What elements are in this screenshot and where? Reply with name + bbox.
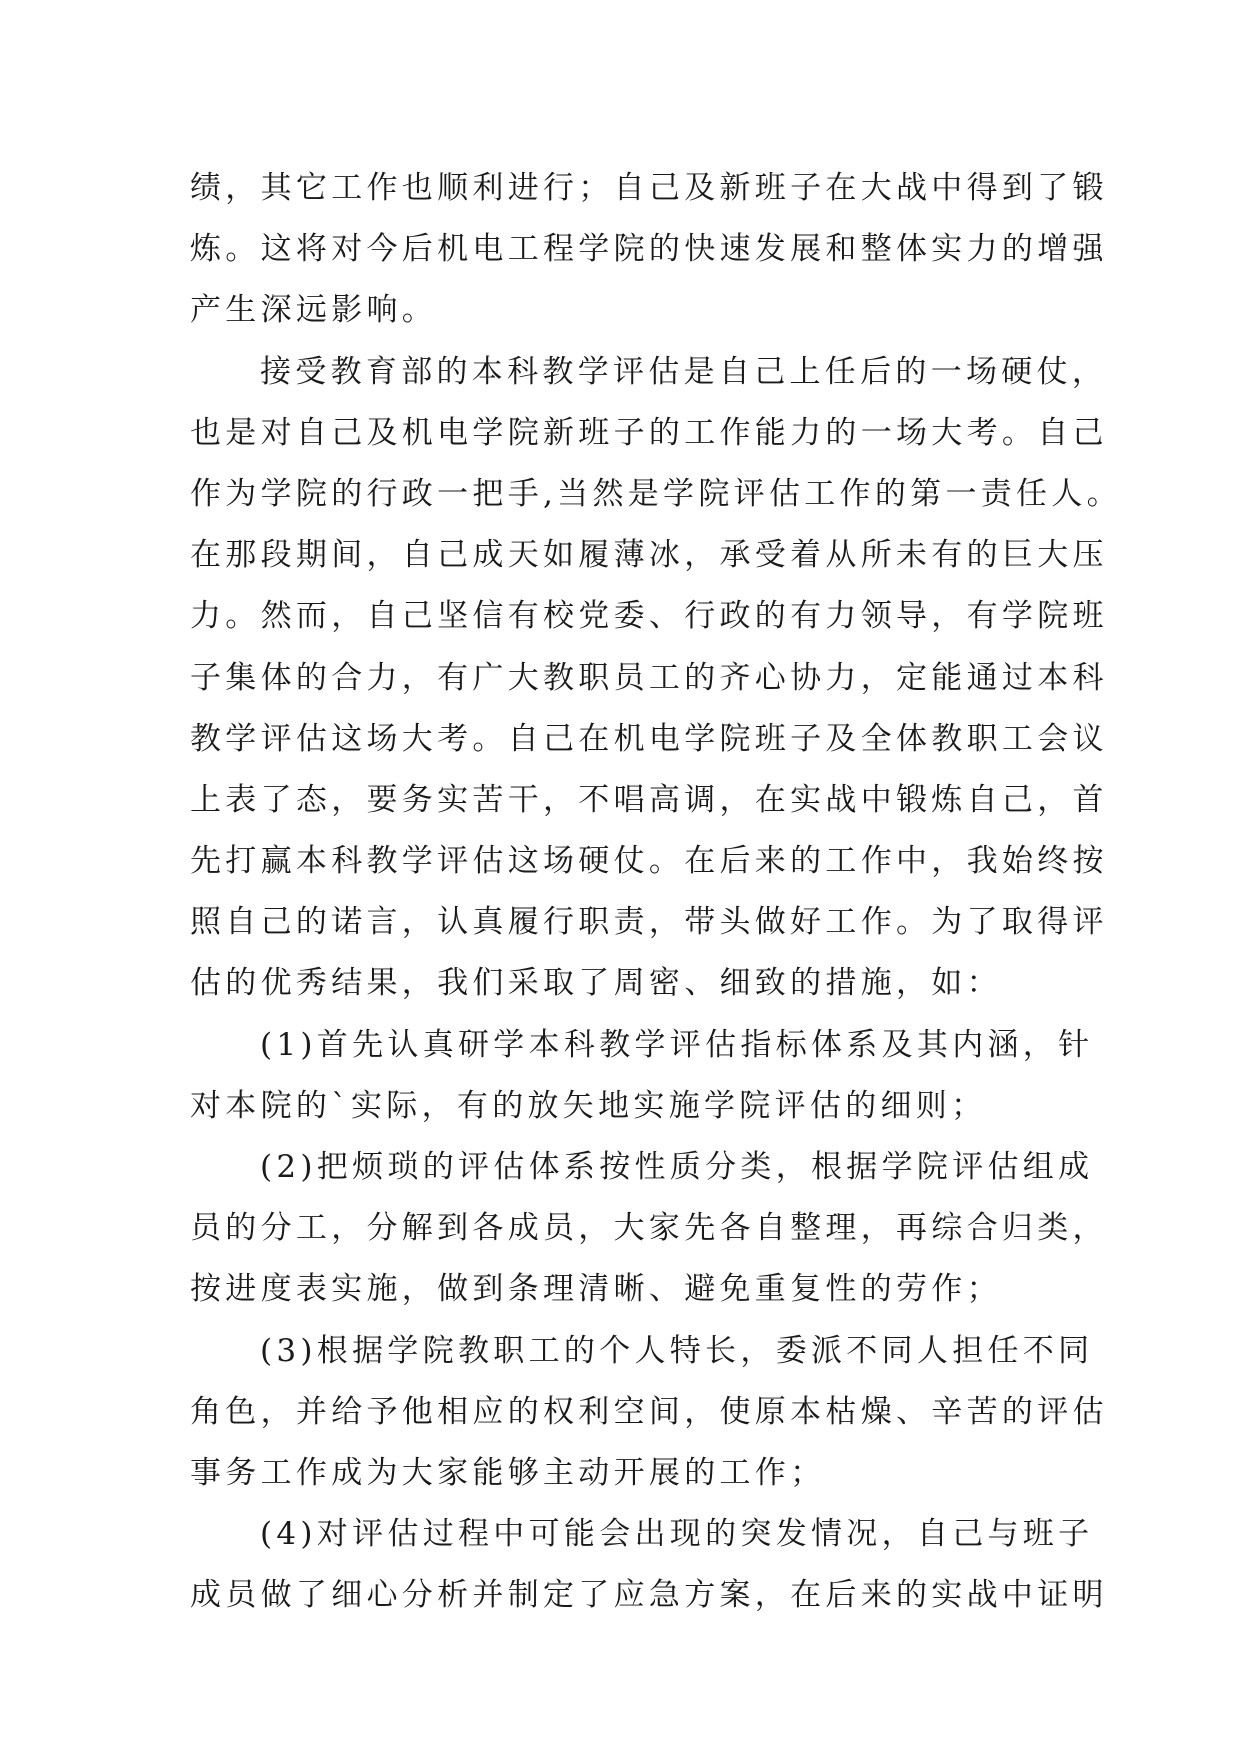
text-line-3: 产生深远影响。 <box>190 292 438 329</box>
text-line-9: 子集体的合力，有广大教职员工的齐心协力，定能通过本科 <box>190 659 1108 696</box>
text-line-20: (3)根据学院教职工的个人特长，委派不同人担任不同 <box>260 1332 1094 1369</box>
text-line-16: 对本院的`实际，有的放矢地实施学院评估的细则； <box>190 1087 987 1124</box>
text-line-2: 炼。这将对今后机电工程学院的快速发展和整体实力的增强 <box>190 231 1108 268</box>
text-line-11: 上表了态，要务实苦干，不唱高调，在实战中锻炼自己，首 <box>190 781 1108 818</box>
text-line-14: 估的优秀结果，我们采取了周密、细致的措施，如： <box>190 965 1002 1002</box>
text-line-6: 作为学院的行政一把手,当然是学院评估工作的第一责任人。 <box>190 475 1122 512</box>
text-line-22: 事务工作成为大家能够主动开展的工作； <box>190 1454 826 1491</box>
text-line-24: 成员做了细心分析并制定了应急方案，在后来的实战中证明 <box>190 1577 1108 1614</box>
text-line-23: (4)对评估过程中可能会出现的突发情况，自己与班子 <box>260 1516 1094 1553</box>
text-line-4: 接受教育部的本科教学评估是自己上任后的一场硬仗， <box>260 353 1108 390</box>
text-line-19: 按进度表实施，做到条理清晰、避免重复性的劳作； <box>190 1271 1002 1308</box>
text-line-21: 角色，并给予他相应的权利空间，使原本枯燥、辛苦的评估 <box>190 1393 1108 1430</box>
text-line-10: 教学评估这场大考。自己在机电学院班子及全体教职工会议 <box>190 720 1108 757</box>
text-line-12: 先打赢本科教学评估这场硬仗。在后来的工作中，我始终按 <box>190 843 1108 880</box>
text-line-13: 照自己的诺言，认真履行职责，带头做好工作。为了取得评 <box>190 904 1108 941</box>
text-line-7: 在那段期间，自己成天如履薄冰，承受着从所未有的巨大压 <box>190 537 1108 574</box>
text-line-5: 也是对自己及机电学院新班子的工作能力的一场大考。自己 <box>190 414 1108 451</box>
text-line-18: 员的分工，分解到各成员，大家先各自整理，再综合归类， <box>190 1210 1108 1247</box>
body-text <box>190 158 1122 1627</box>
text-line-17: (2)把烦琐的评估体系按性质分类，根据学院评估组成 <box>260 1149 1094 1185</box>
text-line-1: 绩，其它工作也顺利进行；自己及新班子在大战中得到了锻 <box>190 170 1108 206</box>
text-line-8: 力。然而，自己坚信有校党委、行政的有力领导，有学院班 <box>190 598 1108 635</box>
text-line-15: (1)首先认真研学本科教学评估指标体系及其内涵，针 <box>260 1026 1094 1063</box>
